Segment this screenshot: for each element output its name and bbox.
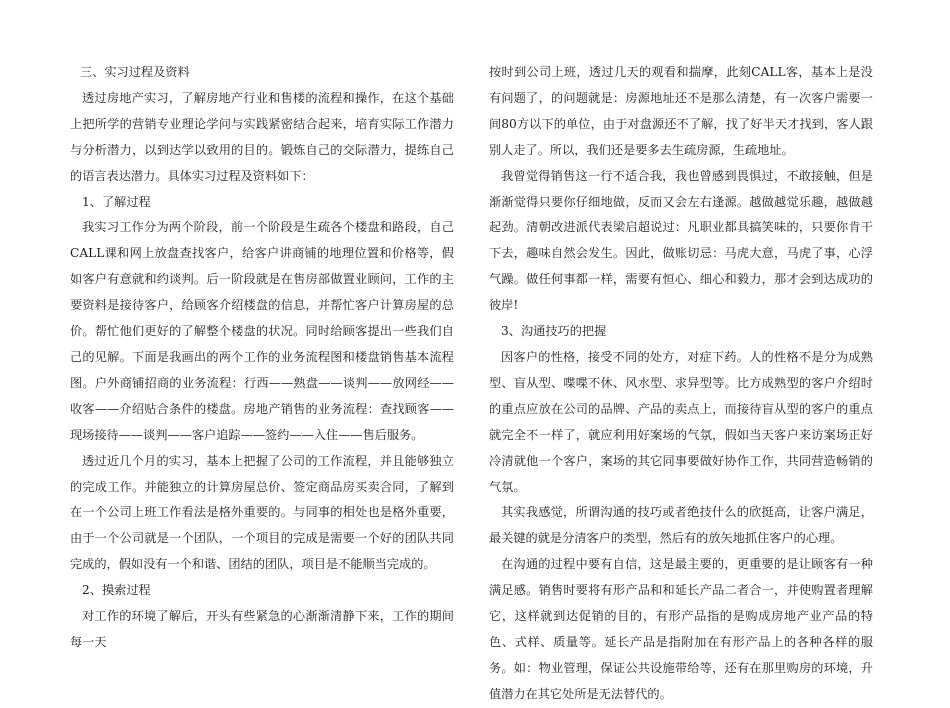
paragraph-continuation: 按时到公司上班，透过几天的观看和揣摩，此刻CALL客，基本上是没有问题了，的问题就是：房源地址还不是那么清楚，有一次客户需要一间80方以下的单位，由于对盘源还不了解，找了好半天才找到，客人跟别人走了。所以，我们还是要多去生疏房源，生疏地址。 — [489, 65, 873, 157]
paragraph-sales-fit: 我曾觉得销售这一行不适合我，我也曾感到畏惧过，不敢接触，但是渐渐觉得只要你仔细地做，反而又会左右逢源。越做越觉乐趣，越做越起劲。清朝改进派代表梁启超说过：凡职业都具搞笑味的，只要你肯干下去，趣味自然会发生。因此，做账切忌：马虎大意，马虎了事，心浮气躁。做任何事都一样，需要有恒心、细心和毅力，那才会到达成功的彼岸! — [489, 168, 873, 313]
section-heading: 三、实习过程及资料 — [80, 65, 190, 79]
subheading-communication: 3、沟通技巧的把握 — [501, 324, 607, 339]
paragraph-environment: 对工作的环境了解后，开头有些紧急的心渐渐清静下来，工作的期间每一天 — [70, 609, 454, 649]
paragraph-confidence: 在沟通的过程中要有自信，这是最主要的，更重要的是让顾客有一种满足感。销售时要将有形产品和和延长产品二者合一，并使购置者理解它，这样就到达促销的目的，有形产品指的是购成房地产业产品的特色、式样、质量等。延长产品是指附加在有形产品上的各种各样的服务。如：物业管理，保证公共设施带给等，还有在那里购房的环境，升值潜力在其它处所是无法替代的。 — [489, 557, 873, 701]
paragraph-work-stages: 我实习工作分为两个阶段，前一个阶段是生疏各个楼盘和路段，自己CALL课和网上放盘查找客户，给客户讲商铺的地理位置和价格等，假如客户有意就和约谈判。后一阶段就是在售房部做置业顾问，工作的主要资料是接待客户，给顾客介绍楼盘的信息，并帮忙客户计算房屋的总价。帮忙他们更好的了解整个楼盘的状况。同时给顾客提出一些我们自己的见解。下面是我画出的两个工作的业务流程图和楼盘销售基本流程图。户外商铺招商的业务流程：行西——熟盘——谈判——放网经——收客——介绍贴合条件的楼盘。房地产销售的业务流程：查找顾客——现场接待——谈判——客户追踪——签约——入住——售后服务。 — [70, 220, 454, 442]
intro-paragraph: 透过房地产实习，了解房地产行业和售楼的流程和操作，在这个基础上把所学的营销专业理论学问与实践紧密结合起来，培育实际工作潜力与分析潜力，以到达学以致用的目的。锻炼自己的交际潜力，提练自己的语言表达潜力。具体实习过程及资料如下： — [70, 90, 454, 183]
subheading-understanding: 1、了解过程 — [82, 194, 151, 209]
left-column — [70, 60, 454, 656]
paragraph-recent-months: 透过近几个月的实习，基本上把握了公司的工作流程，并且能够独立的完成工作。并能独立的计算房屋总价、签定商品房买卖合同，了解到在一个公司上班工作看法是格外重要的。与同事的相处也是格外重要，由于一个公司就是一个团队，一个项目的完成是需要一个好的团队共同完成的，假如没有一个和谐、团结的团队，项目是不能顺当完成的。 — [70, 453, 454, 572]
paragraph-communication-key: 其实我感觉，所谓沟通的技巧或者绝技什么的欣挺高，让客户满足，最关键的就是分清客户的类型，然后有的放矢地抓住客户的心理。 — [489, 505, 873, 546]
right-column — [489, 60, 873, 708]
subheading-exploration: 2、摸索过程 — [82, 583, 151, 598]
paragraph-customer-types: 因客户的性格，接受不同的处方，对症下药。人的性格不是分为成熟型、盲从型、喋喋不休、风水型、求异型等。比方成熟型的客户介绍时的重点应放在公司的品牌、产品的卖点上，而接待盲从型的客户的重点就完全不一样了，就应利用好案场的气氛，假如当天客户来访案场正好冷清就他一个客户，案场的其它同事要做好协作工作，共同营造畅销的气氛。 — [489, 349, 873, 494]
